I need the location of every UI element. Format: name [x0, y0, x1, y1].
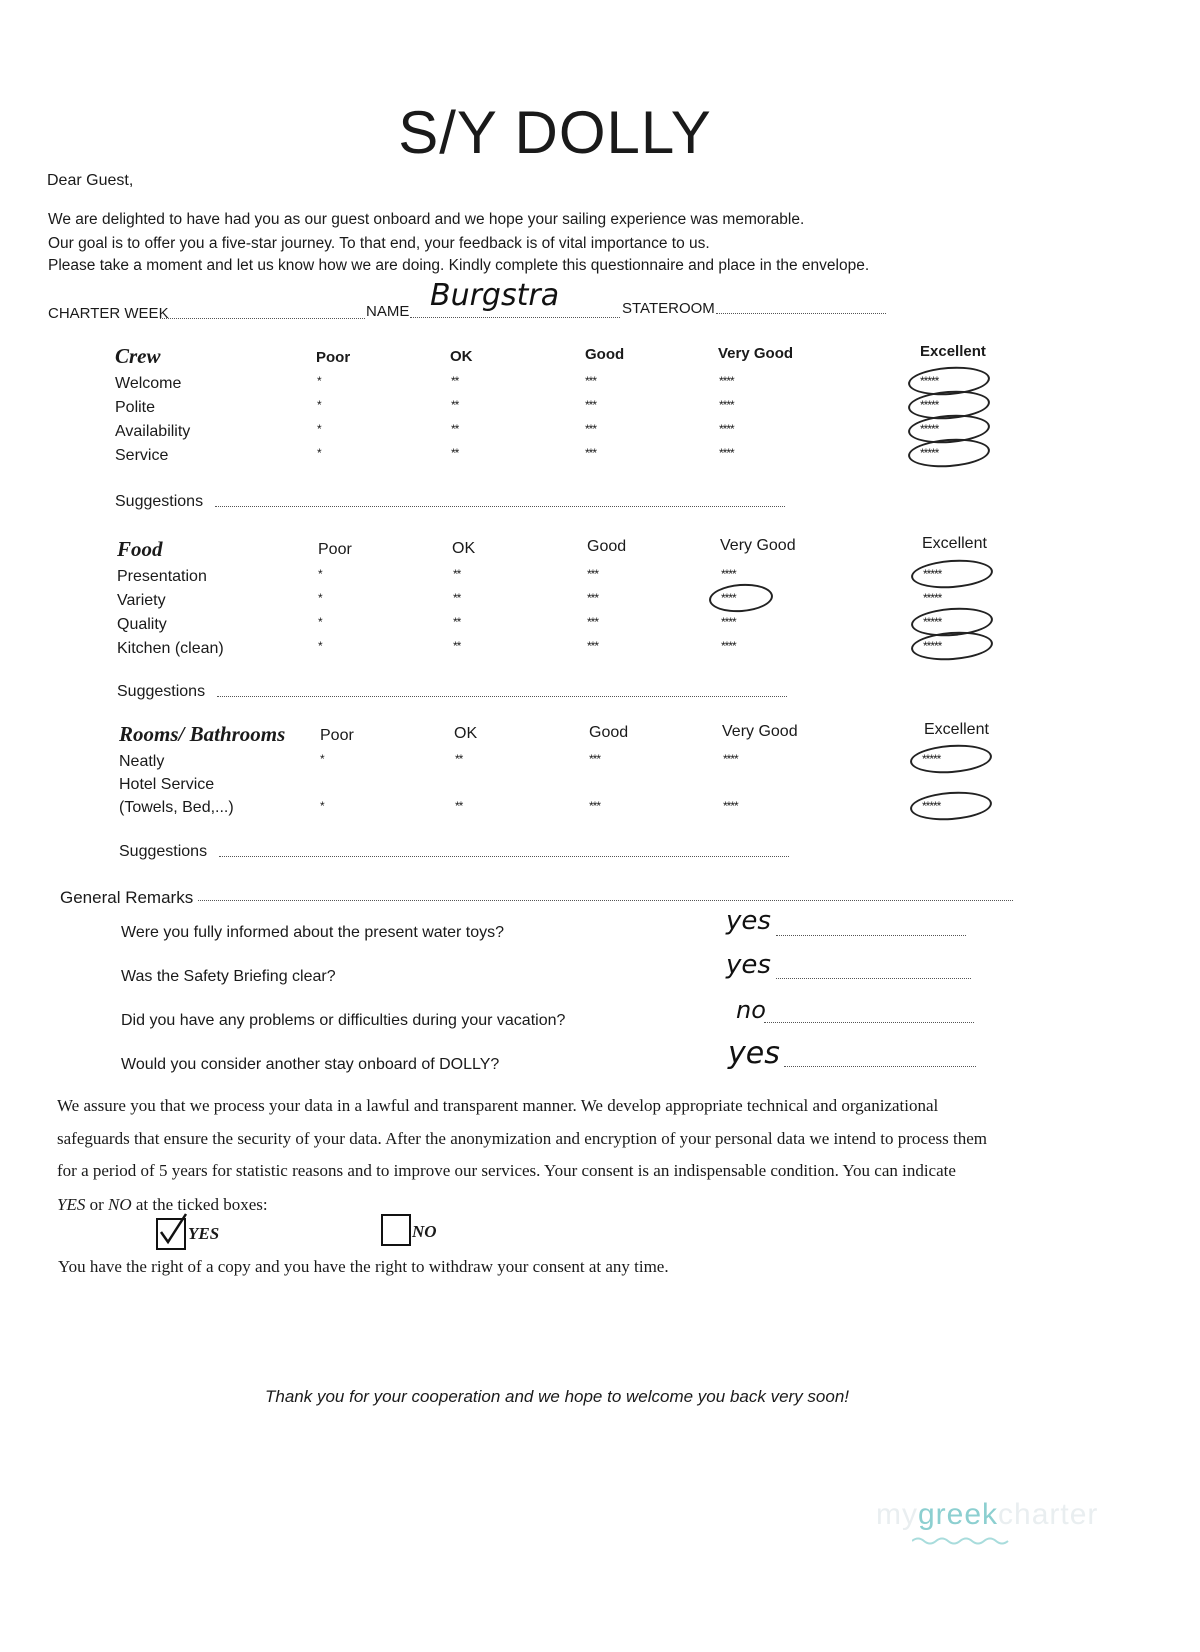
food-rating-stars[interactable]: ** — [453, 615, 461, 629]
crew-rating-stars[interactable]: ***** — [920, 398, 939, 412]
intro-line-1: We are delighted to have had you as our guest onboard and we hope your sailing experience was memorable. — [48, 211, 805, 228]
crew-rating-stars[interactable]: *** — [585, 422, 597, 436]
consent-yes-label: YES — [188, 1224, 220, 1243]
food-header-ok: OK — [452, 540, 476, 557]
food-rating-stars[interactable]: ***** — [923, 591, 942, 605]
crew-rating-stars[interactable]: * — [317, 398, 321, 412]
rooms-header-excellent: Excellent — [924, 721, 989, 738]
rooms-rating-stars[interactable]: **** — [723, 752, 738, 766]
answer-water-toys-line[interactable] — [776, 935, 966, 936]
watermark-greek: greek — [918, 1498, 999, 1531]
food-item-kitchen: Kitchen (clean) — [117, 640, 224, 657]
privacy-no-word: NO — [108, 1195, 132, 1214]
thank-you-text: Thank you for your cooperation and we hope to welcome you back very soon! — [265, 1387, 850, 1406]
food-selected-circle — [708, 582, 774, 614]
answer-safety-briefing: yes — [726, 950, 771, 980]
food-item-variety: Variety — [117, 592, 166, 609]
crew-rating-stars[interactable]: *** — [585, 374, 597, 388]
food-rating-stars[interactable]: **** — [721, 567, 736, 581]
rooms-rating-stars[interactable]: * — [320, 799, 324, 813]
rooms-rating-stars[interactable]: **** — [723, 799, 738, 813]
rooms-rating-stars[interactable]: ** — [455, 799, 463, 813]
document-title: S/Y DOLLY — [398, 99, 712, 166]
answer-water-toys: yes — [726, 906, 771, 936]
crew-rating-stars[interactable]: * — [317, 446, 321, 460]
consent-no-label: NO — [412, 1222, 437, 1241]
crew-rating-stars[interactable]: **** — [719, 398, 734, 412]
rooms-selected-circle — [909, 789, 993, 823]
consent-yes-checkbox[interactable] — [156, 1218, 186, 1250]
food-header-very-good: Very Good — [720, 537, 796, 554]
wave-icon — [912, 1536, 1012, 1546]
privacy-yes-word: YES — [57, 1195, 86, 1214]
food-rating-stars[interactable]: ***** — [923, 639, 942, 653]
rooms-rating-stars[interactable]: ** — [455, 752, 463, 766]
rights-text: You have the right of a copy and you have the right to withdraw your consent at any time. — [58, 1257, 669, 1276]
food-rating-stars[interactable]: **** — [721, 591, 736, 605]
crew-selected-circle — [907, 436, 991, 470]
food-section-title: Food — [117, 537, 163, 561]
header-ok: OK — [450, 348, 473, 365]
crew-rating-stars[interactable]: **** — [719, 374, 734, 388]
food-rating-stars[interactable]: * — [318, 639, 322, 653]
rooms-section-title: Rooms/ Bathrooms — [119, 722, 286, 746]
watermark-logo — [876, 1498, 1098, 1532]
rooms-selected-circle — [909, 742, 993, 776]
food-rating-stars[interactable]: *** — [587, 615, 599, 629]
crew-rating-stars[interactable]: ** — [451, 398, 459, 412]
rooms-header-very-good: Very Good — [722, 723, 798, 740]
food-rating-stars[interactable]: ** — [453, 639, 461, 653]
privacy-line-1: We assure you that we process your data in a lawful and transparent manner. We develop appropriate technical and organizational — [57, 1096, 939, 1115]
food-suggestions-field[interactable] — [217, 696, 787, 697]
crew-item-polite: Polite — [115, 399, 156, 416]
intro-line-2: Our goal is to offer you a five-star journey. To that end, your feedback is of vital importance to us. — [48, 235, 710, 252]
name-field[interactable] — [410, 317, 620, 318]
crew-suggestions-field[interactable] — [215, 506, 785, 507]
food-rating-stars[interactable]: ** — [453, 591, 461, 605]
greeting: Dear Guest, — [47, 172, 134, 189]
crew-rating-stars[interactable]: ***** — [920, 446, 939, 460]
watermark-charter: charter — [998, 1498, 1099, 1531]
food-rating-stars[interactable]: * — [318, 615, 322, 629]
name-label: NAME — [366, 303, 410, 320]
check-mark-icon — [156, 1212, 186, 1244]
crew-rating-stars[interactable]: ***** — [920, 374, 939, 388]
privacy-line-2: safeguards that ensure the security of your data. After the anonymization and encryption of your personal data we intend to process them — [57, 1129, 987, 1148]
stateroom-field[interactable] — [716, 313, 886, 314]
food-header-excellent: Excellent — [922, 535, 987, 552]
stateroom-label: STATEROOM — [622, 300, 715, 317]
header-poor: Poor — [316, 349, 351, 366]
food-rating-stars[interactable]: *** — [587, 591, 599, 605]
food-header-good: Good — [587, 538, 627, 555]
general-remarks-label: General Remarks — [60, 888, 194, 907]
answer-another-stay: yes — [728, 1036, 780, 1071]
crew-rating-stars[interactable]: **** — [719, 422, 734, 436]
food-rating-stars[interactable]: *** — [587, 567, 599, 581]
rooms-rating-stars[interactable]: * — [320, 752, 324, 766]
food-item-presentation: Presentation — [117, 568, 207, 585]
rooms-rating-stars[interactable]: ***** — [922, 752, 941, 766]
rooms-header-poor: Poor — [320, 727, 354, 744]
header-very-good: Very Good — [718, 345, 794, 362]
crew-rating-stars[interactable]: * — [317, 374, 321, 388]
food-suggestions-label: Suggestions — [117, 683, 206, 700]
header-good: Good — [585, 346, 625, 363]
privacy-or-word: or — [85, 1195, 109, 1214]
answer-safety-briefing-line[interactable] — [776, 978, 971, 979]
food-rating-stars[interactable]: **** — [721, 639, 736, 653]
privacy-line-3: for a period of 5 years for statistic reasons and to improve our services. Your consent is an indispensable condition. You can indicate — [57, 1161, 956, 1180]
question-safety-briefing: Was the Safety Briefing clear? — [121, 968, 336, 985]
answer-problems: no — [736, 996, 766, 1024]
charter-week-field[interactable] — [160, 318, 365, 319]
food-rating-stars[interactable]: ** — [453, 567, 461, 581]
crew-rating-stars[interactable]: * — [317, 422, 321, 436]
food-rating-stars[interactable]: * — [318, 591, 322, 605]
rooms-item-neatly: Neatly — [119, 753, 165, 770]
food-rating-stars[interactable]: *** — [587, 639, 599, 653]
food-rating-stars[interactable]: ***** — [923, 567, 942, 581]
crew-section-title: Crew — [115, 344, 161, 368]
food-rating-stars[interactable]: ***** — [923, 615, 942, 629]
rooms-rating-stars[interactable]: ***** — [922, 799, 941, 813]
privacy-ticked-text: at the ticked boxes: — [131, 1195, 268, 1214]
rooms-item-hotel-service: Hotel Service — [119, 776, 215, 793]
consent-no-checkbox[interactable] — [381, 1214, 411, 1246]
food-header-poor: Poor — [318, 541, 352, 558]
crew-rating-stars[interactable]: *** — [585, 398, 597, 412]
crew-rating-stars[interactable]: ***** — [920, 422, 939, 436]
rooms-suggestions-field[interactable] — [219, 856, 789, 857]
food-item-quality: Quality — [117, 616, 167, 633]
question-another-stay: Would you consider another stay onboard of DOLLY? — [121, 1056, 500, 1073]
crew-item-availability: Availability — [115, 423, 191, 440]
crew-rating-stars[interactable]: ** — [451, 446, 459, 460]
intro-line-3: Please take a moment and let us know how we are doing. Kindly complete this questionnaire and place in the envelope. — [48, 257, 870, 274]
rooms-rating-stars[interactable]: *** — [589, 799, 601, 813]
watermark-my: my — [876, 1498, 918, 1531]
rooms-header-ok: OK — [454, 725, 478, 742]
name-value: Burgstra — [430, 278, 560, 313]
crew-item-welcome: Welcome — [115, 375, 182, 392]
food-selected-circle — [910, 629, 994, 663]
answer-another-stay-line[interactable] — [784, 1066, 976, 1067]
charter-week-label: CHARTER WEEK — [48, 305, 169, 322]
crew-suggestions-label: Suggestions — [115, 493, 204, 510]
question-water-toys: Were you fully informed about the present water toys? — [121, 924, 505, 941]
food-selected-circle — [910, 557, 994, 591]
food-rating-stars[interactable]: * — [318, 567, 322, 581]
crew-item-service: Service — [115, 447, 169, 464]
crew-rating-stars[interactable]: **** — [719, 446, 734, 460]
answer-problems-line[interactable] — [764, 1022, 974, 1023]
crew-rating-stars[interactable]: *** — [585, 446, 597, 460]
rooms-item-hotel-service-detail: (Towels, Bed,...) — [119, 799, 234, 816]
rooms-suggestions-label: Suggestions — [119, 843, 208, 860]
rooms-header-good: Good — [589, 724, 629, 741]
question-problems: Did you have any problems or difficulties during your vacation? — [121, 1012, 566, 1029]
crew-rating-stars[interactable]: ** — [451, 422, 459, 436]
crew-rating-stars[interactable]: ** — [451, 374, 459, 388]
food-rating-stars[interactable]: **** — [721, 615, 736, 629]
rooms-rating-stars[interactable]: *** — [589, 752, 601, 766]
header-excellent: Excellent — [920, 343, 986, 360]
general-remarks-field[interactable] — [198, 900, 1013, 901]
